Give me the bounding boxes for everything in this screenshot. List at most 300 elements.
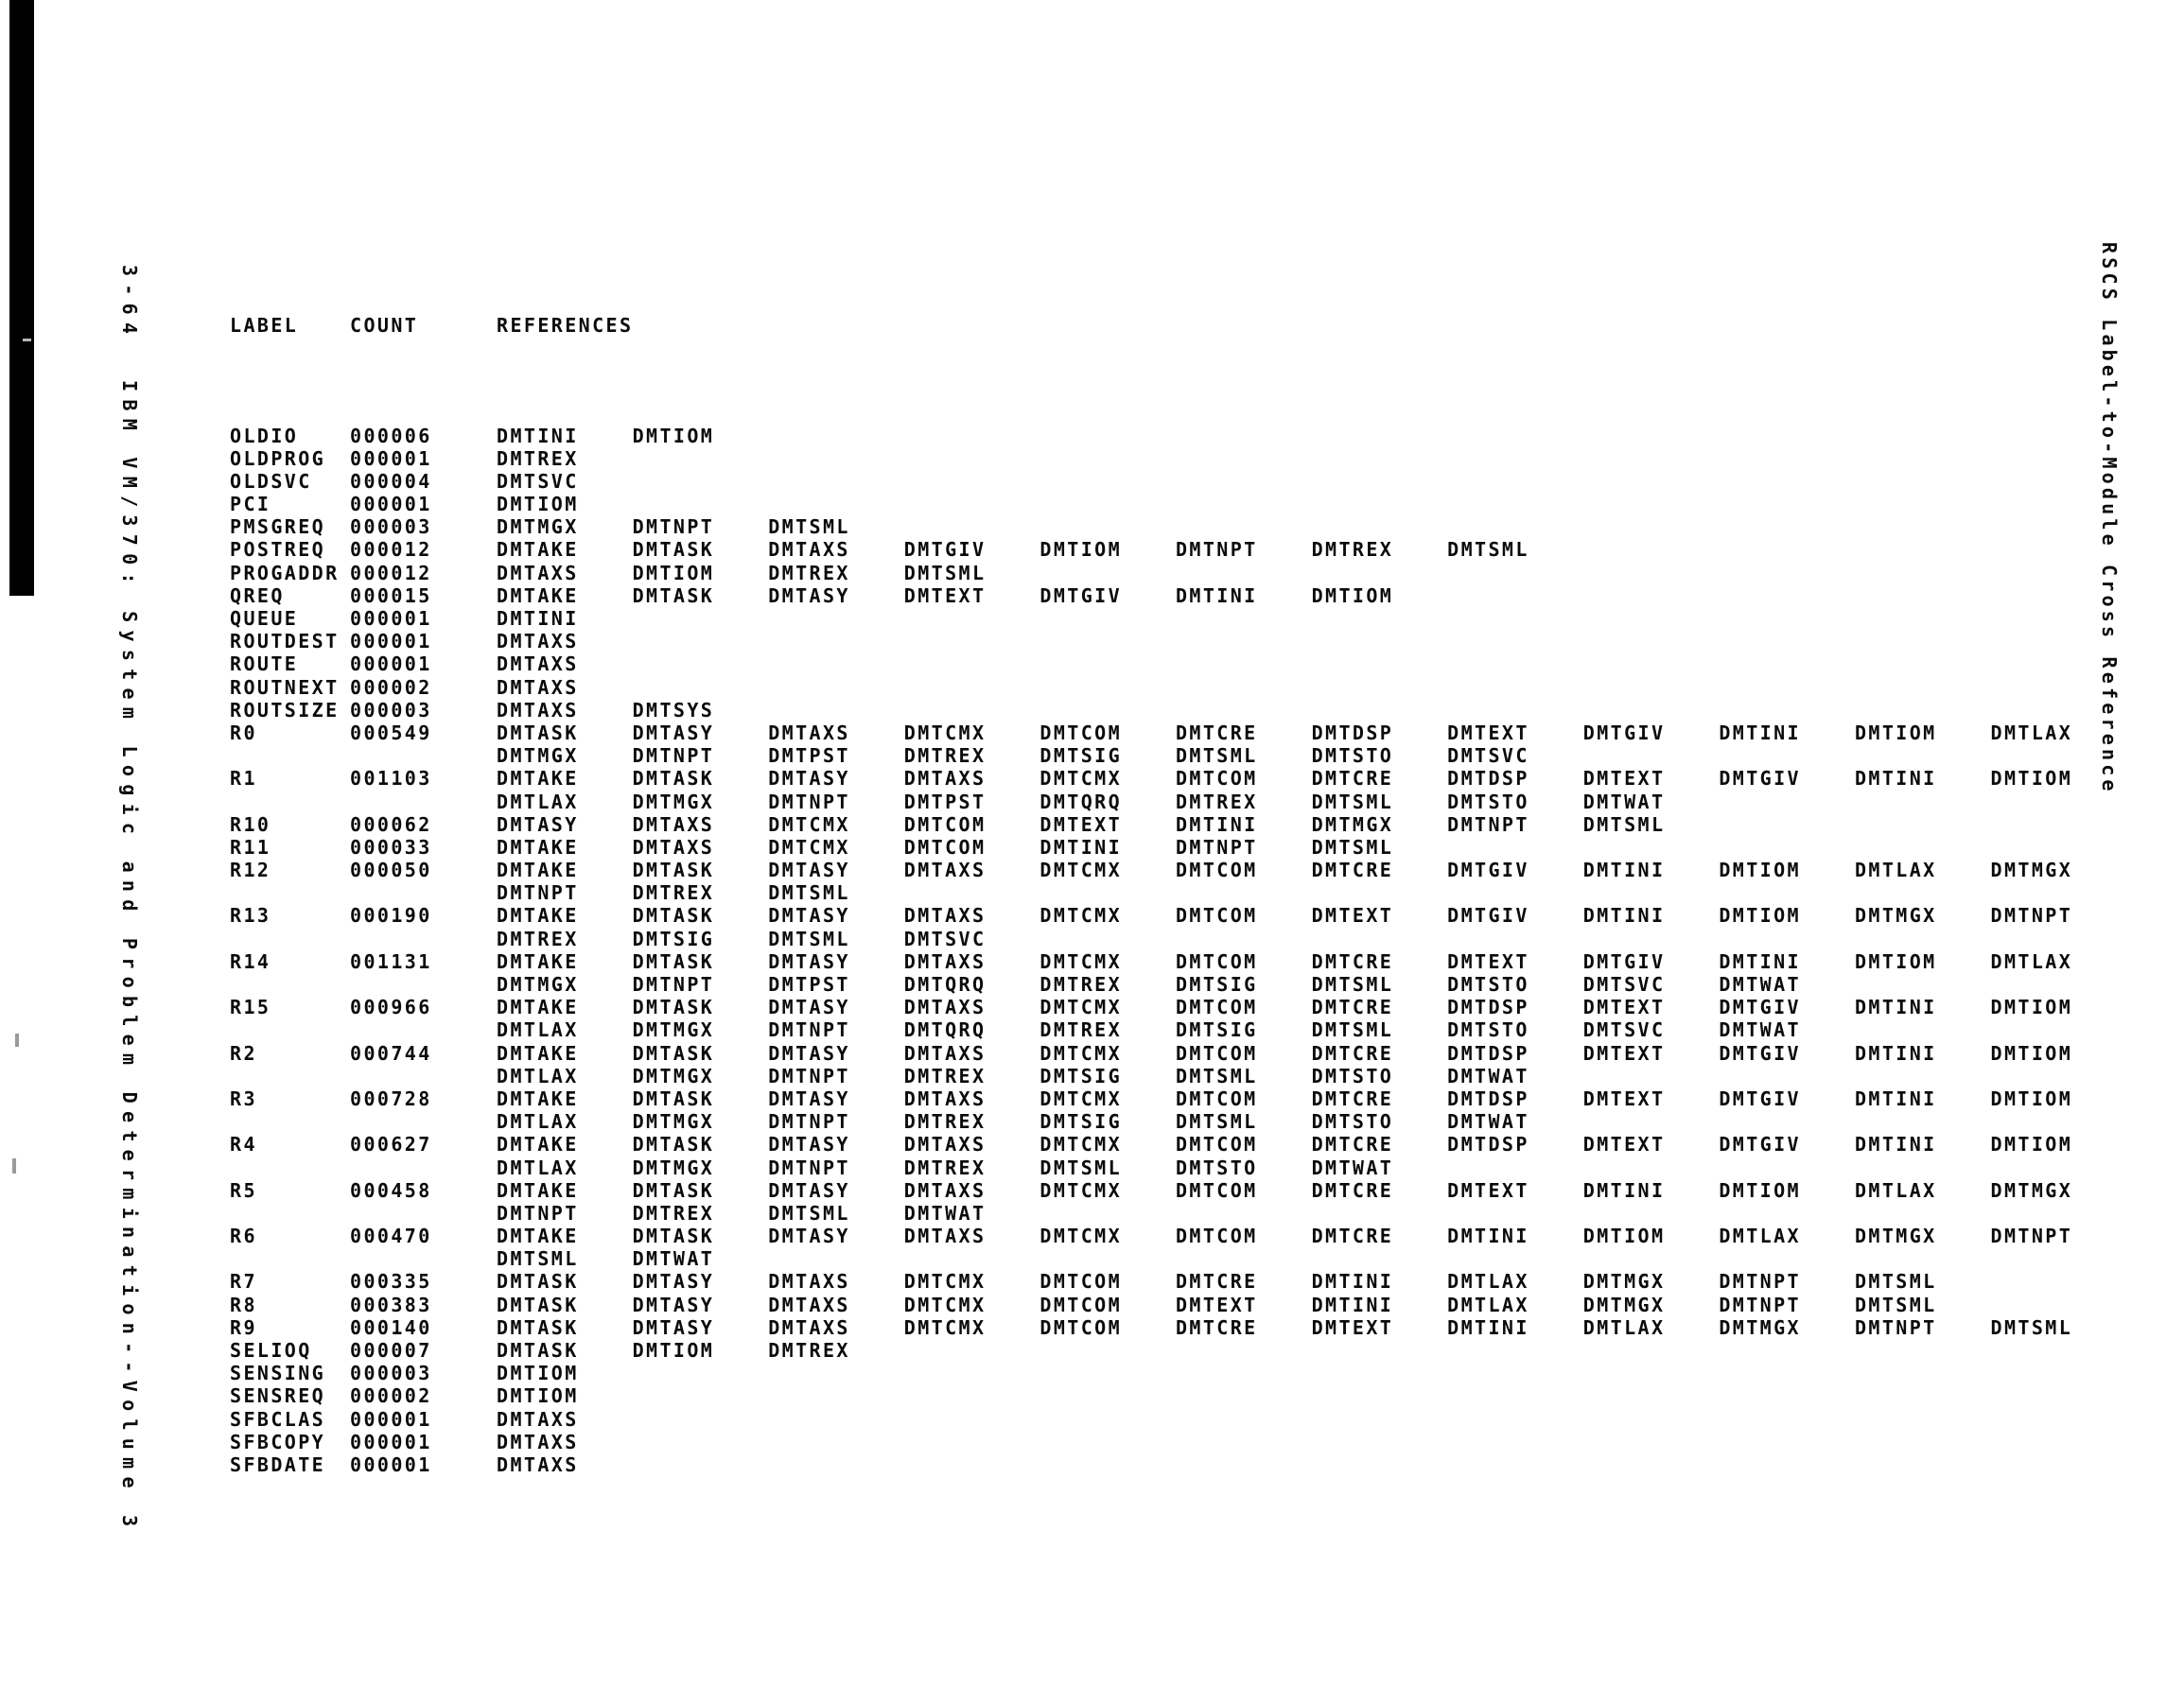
label-cell: R12 [230,859,271,882]
table-row [230,859,2126,881]
reference-item: DMTCMX [1040,1178,1123,1202]
reference-item: DMTWAT [1447,1064,1529,1087]
reference-item: DMTMGX [632,1018,715,1042]
reference-item: DMTINI [1582,1178,1666,1202]
reference-item: DMTMGX [632,1156,715,1179]
reference-item: DMTAKE [497,904,579,928]
reference-item: DMTSML [1311,835,1394,859]
count-cell: 000001 [350,1452,432,1476]
reference-item: DMTCOM [1175,1041,1258,1065]
reference-item: DMTSTO [1447,973,1529,996]
table-row [230,996,2126,1018]
count-cell: 000335 [350,1270,432,1294]
count-cell: 000728 [350,1087,432,1110]
count-cell: 000001 [350,652,432,676]
reference-item: DMTSML [1854,1293,1937,1316]
reference-item: DMTAKE [497,767,579,791]
label-cell: PCI [230,493,271,516]
page-title-rotated: RSCS Label-to-Module Cross Reference [2098,242,2121,795]
table-row-continuation [230,1247,2126,1270]
reference-item: DMTREX [497,446,579,470]
reference-item: DMTIOM [497,1362,579,1385]
reference-item: DMTSML [1040,1156,1123,1179]
reference-item: DMTIOM [497,493,579,516]
reference-item: DMTGIV [1040,583,1123,607]
reference-item: DMTQRQ [903,1018,987,1042]
label-cell [230,973,350,996]
reference-item: DMTGIV [1719,1041,1801,1065]
reference-item: DMTAXS [497,561,579,584]
count-cell: 000001 [350,1407,432,1431]
reference-item: DMTIOM [1719,859,1801,882]
label-cell: SENSING [230,1362,326,1385]
count-cell: 000002 [350,1384,432,1408]
count-cell: 000006 [350,424,432,447]
label-cell: R3 [230,1087,257,1110]
reference-item: DMTMGX [497,515,579,539]
label-cell: SFBCLAS [230,1407,326,1431]
count-cell: 000190 [350,904,432,928]
label-cell: QREQ [230,583,285,607]
reference-item: DMTAXS [497,1452,579,1476]
reference-item: DMTCMX [1040,996,1123,1019]
count-cell: 001131 [350,949,432,973]
reference-item: DMTASY [768,1041,850,1065]
reference-item: DMTASY [632,721,715,744]
reference-item: DMTAXS [903,1133,987,1157]
reference-item: DMTMGX [1311,812,1394,836]
label-cell [230,1018,350,1041]
reference-item: DMTSIG [632,927,715,950]
reference-item: DMTASY [632,1315,715,1339]
scan-speck [15,1034,19,1047]
reference-item: DMTSIG [1175,1018,1258,1042]
reference-item: DMTAXS [497,630,579,653]
reference-item: DMTINI [1175,812,1258,836]
table-row [230,1408,2126,1431]
reference-item: DMTMGX [632,1110,715,1134]
reference-item: DMTAXS [497,675,579,699]
reference-item: DMTEXT [1311,904,1394,928]
count-cell [350,1157,497,1179]
reference-item: DMTGIV [1719,996,1801,1019]
reference-item: DMTMGX [1990,1178,2073,1202]
count-cell: 000015 [350,583,432,607]
reference-item: DMTAKE [497,835,579,859]
count-cell: 000966 [350,996,432,1019]
reference-item: DMTCRE [1311,1178,1394,1202]
label-cell: R8 [230,1293,257,1316]
table-row [230,836,2126,859]
label-cell [230,744,350,767]
reference-item: DMTWAT [1311,1156,1394,1179]
reference-item: DMTINI [1447,1225,1529,1248]
reference-item: DMTMGX [497,973,579,996]
reference-item: DMTAXS [768,1293,850,1316]
reference-item: DMTNPT [1854,1315,1937,1339]
reference-item: DMTASY [768,1087,850,1110]
reference-item: DMTNPT [1447,812,1529,836]
reference-item: DMTCOM [1175,1133,1258,1157]
reference-item: DMTAXS [903,1041,987,1065]
reference-item: DMTSIG [1040,744,1123,768]
reference-item: DMTCMX [903,1270,987,1294]
count-cell: 000002 [350,675,432,699]
table-rows [230,425,2126,1477]
reference-item: DMTCMX [903,1293,987,1316]
reference-item: DMTLAX [1719,1225,1801,1248]
table-row [230,493,2126,515]
count-cell: 000012 [350,538,432,562]
reference-item: DMTCOM [1175,996,1258,1019]
reference-item: DMTLAX [497,1018,579,1042]
count-cell [350,928,497,950]
table-row [230,676,2126,699]
label-cell: QUEUE [230,607,299,630]
reference-item: DMTINI [1311,1270,1394,1294]
count-cell [350,1110,497,1133]
reference-item: DMTAKE [497,1087,579,1110]
reference-item: DMTWAT [903,1201,987,1225]
reference-item: DMTSML [1990,1315,2073,1339]
count-cell [350,1018,497,1041]
reference-item: DMTAKE [497,1178,579,1202]
reference-item: DMTCMX [1040,1087,1123,1110]
reference-item: DMTWAT [1447,1110,1529,1134]
reference-item: DMTDSP [1447,1041,1529,1065]
count-cell [350,791,497,813]
reference-item: DMTASK [497,1339,579,1362]
label-cell: PMSGREQ [230,515,326,539]
table-row [230,813,2126,836]
reference-item: DMTSML [1311,790,1394,813]
reference-item: DMTASY [768,767,850,791]
reference-item: DMTCRE [1175,721,1258,744]
label-cell: R10 [230,812,271,836]
reference-item: DMTCRE [1311,1087,1394,1110]
reference-item: DMTASY [768,859,850,882]
reference-item: DMTASY [768,1178,850,1202]
reference-item: DMTSML [1175,1064,1258,1087]
count-cell: 000001 [350,607,432,630]
table-row [230,1270,2126,1293]
reference-item: DMTINI [1311,1293,1394,1316]
reference-item: DMTCMX [903,721,987,744]
table-row [230,447,2126,470]
table-row [230,584,2126,607]
reference-item: DMTNPT [1175,835,1258,859]
reference-item: DMTCMX [1040,1041,1123,1065]
reference-item: DMTCMX [1040,904,1123,928]
scan-speck [23,339,31,341]
reference-item: DMTASK [632,859,715,882]
table-row [230,1087,2126,1110]
reference-item: DMTASY [632,1270,715,1294]
reference-item: DMTSVC [903,927,987,950]
reference-item: DMTAXS [632,812,715,836]
label-cell: R13 [230,904,271,928]
reference-item: DMTIOM [632,424,715,447]
table-row-continuation [230,881,2126,904]
reference-item: DMTAXS [497,652,579,676]
table-row [230,538,2126,561]
reference-item: DMTASY [632,1293,715,1316]
reference-item: DMTEXT [1040,812,1123,836]
label-cell: R1 [230,767,257,791]
reference-item: DMTSIG [1040,1110,1123,1134]
reference-item: DMTAXS [903,904,987,928]
reference-item: DMTASY [768,583,850,607]
reference-item: DMTIOM [1990,996,2073,1019]
reference-item: DMTINI [1447,1315,1529,1339]
table-row-continuation [230,928,2126,950]
reference-item: DMTQRQ [1040,790,1123,813]
reference-item: DMTNPT [1990,904,2073,928]
reference-item: DMTSML [1311,973,1394,996]
table-row [230,652,2126,675]
table-row [230,1316,2126,1339]
reference-item: DMTIOM [632,561,715,584]
reference-item: DMTSML [1175,744,1258,768]
reference-item: DMTLAX [497,1156,579,1179]
reference-item: DMTINI [1854,767,1937,791]
reference-item: DMTASY [768,996,850,1019]
reference-item: DMTLAX [1854,859,1937,882]
reference-item: DMTSML [903,561,987,584]
reference-item: DMTSTO [1447,790,1529,813]
table-row [230,1362,2126,1384]
reference-item: DMTIOM [1719,1178,1801,1202]
reference-item: DMTMGX [1582,1270,1666,1294]
reference-item: DMTINI [497,607,579,630]
reference-item: DMTASY [768,949,850,973]
reference-item: DMTASK [632,1087,715,1110]
reference-item: DMTCMX [768,812,850,836]
reference-item: DMTAKE [497,1225,579,1248]
label-cell: POSTREQ [230,538,326,562]
reference-item: DMTIOM [1990,1133,2073,1157]
reference-item: DMTCRE [1311,767,1394,791]
reference-item: DMTINI [497,424,579,447]
reference-item: DMTREX [632,1201,715,1225]
reference-item: DMTGIV [1447,904,1529,928]
count-cell: 000004 [350,469,432,493]
reference-item: DMTINI [1582,859,1666,882]
table-row [230,1384,2126,1407]
reference-item: DMTINI [1040,835,1123,859]
table-row [230,904,2126,927]
count-cell: 000007 [350,1339,432,1362]
count-cell: 000549 [350,721,432,744]
reference-item: DMTINI [1582,904,1666,928]
label-cell: R6 [230,1225,257,1248]
reference-item: DMTNPT [632,973,715,996]
reference-item: DMTCMX [1040,859,1123,882]
label-cell: SFBCOPY [230,1430,326,1453]
reference-item: DMTAXS [903,1178,987,1202]
count-cell: 000001 [350,1430,432,1453]
reference-item: DMTPST [768,973,850,996]
reference-item: DMTCRE [1175,1270,1258,1294]
reference-item: DMTASK [632,538,715,562]
header-references: REFERENCES [497,314,634,338]
reference-item: DMTAXS [768,1315,850,1339]
reference-item: DMTDSP [1447,1087,1529,1110]
count-cell: 000001 [350,493,432,516]
reference-item: DMTNPT [1990,1225,2073,1248]
reference-item: DMTAXS [903,996,987,1019]
reference-item: DMTASK [497,721,579,744]
reference-item: DMTREX [1040,1018,1123,1042]
reference-item: DMTAKE [497,1133,579,1157]
reference-item: DMTNPT [768,1018,850,1042]
reference-item: DMTSTO [1311,744,1394,768]
reference-item: DMTCOM [1175,949,1258,973]
table-row-continuation [230,1018,2126,1041]
reference-item: DMTCOM [1175,1087,1258,1110]
reference-item: DMTCOM [1175,904,1258,928]
reference-item: DMTCMX [1040,1133,1123,1157]
count-cell: 000003 [350,1362,432,1385]
reference-item: DMTASY [768,1133,850,1157]
reference-item: DMTCOM [1175,767,1258,791]
reference-item: DMTASY [768,904,850,928]
reference-item: DMTGIV [1719,1087,1801,1110]
reference-item: DMTSVC [497,469,579,493]
reference-item: DMTSML [1175,1110,1258,1134]
reference-item: DMTREX [903,1110,987,1134]
label-cell: R9 [230,1315,257,1339]
reference-item: DMTSTO [1175,1156,1258,1179]
reference-item: DMTEXT [1447,1178,1529,1202]
count-cell: 000012 [350,561,432,584]
reference-item: DMTIOM [1311,583,1394,607]
reference-item: DMTDSP [1447,767,1529,791]
reference-item: DMTSTO [1311,1110,1394,1134]
reference-item: DMTGIV [1582,721,1666,744]
reference-item: DMTCRE [1311,1133,1394,1157]
reference-item: DMTAKE [497,996,579,1019]
reference-item: DMTNPT [768,790,850,813]
reference-item: DMTDSP [1447,996,1529,1019]
table-row-continuation [230,973,2126,996]
reference-item: DMTCOM [1175,1225,1258,1248]
reference-item: DMTLAX [1447,1270,1529,1294]
reference-item: DMTASK [632,904,715,928]
table-row [230,950,2126,973]
count-cell [350,973,497,996]
reference-item: DMTAXS [497,1407,579,1431]
reference-item: DMTCMX [1040,949,1123,973]
reference-item: DMTWAT [1719,973,1801,996]
reference-item: DMTSML [1854,1270,1937,1294]
reference-item: DMTLAX [1990,721,2073,744]
reference-item: DMTEXT [1582,996,1666,1019]
table-row-continuation [230,791,2126,813]
table-row-continuation [230,1065,2126,1087]
reference-item: DMTIOM [1990,1087,2073,1110]
reference-item: DMTSTO [1311,1064,1394,1087]
reference-item: DMTREX [903,1064,987,1087]
reference-item: DMTCRE [1311,1041,1394,1065]
table-row [230,1453,2126,1476]
reference-item: DMTINI [1854,1133,1937,1157]
reference-item: DMTSML [1582,812,1666,836]
count-cell: 000001 [350,630,432,653]
reference-item: DMTGIV [903,538,987,562]
label-cell: OLDPROG [230,446,326,470]
reference-item: DMTSVC [1447,744,1529,768]
reference-item: DMTEXT [903,583,987,607]
reference-item: DMTLAX [1990,949,2073,973]
label-cell: ROUTSIZE [230,698,340,722]
reference-item: DMTREX [632,881,715,905]
header-label: LABEL [230,314,299,338]
label-cell: OLDIO [230,424,299,447]
label-cell: SFBDATE [230,1452,326,1476]
count-cell: 000383 [350,1293,432,1316]
count-cell [350,1202,497,1225]
table-row [230,1042,2126,1065]
reference-item: DMTASK [632,1225,715,1248]
reference-item: DMTMGX [1719,1315,1801,1339]
table-header-row [230,314,2126,337]
page-footer-rotated: 3-64 IBM VM/370: System Logic and Problem Determination--Volume 3 [118,265,141,1535]
label-cell [230,791,350,813]
table-row-continuation [230,744,2126,767]
reference-item: DMTAXS [903,949,987,973]
reference-item: DMTCOM [1040,1293,1123,1316]
reference-item: DMTNPT [497,881,579,905]
reference-item: DMTINI [1719,721,1801,744]
reference-item: DMTEXT [1447,949,1529,973]
reference-item: DMTNPT [1175,538,1258,562]
label-cell: PROGADDR [230,561,340,584]
table-row [230,699,2126,722]
reference-item: DMTWAT [1719,1018,1801,1042]
reference-item: DMTMGX [632,790,715,813]
label-cell: ROUTNEXT [230,675,340,699]
reference-item: DMTMGX [632,1064,715,1087]
reference-item: DMTREX [1175,790,1258,813]
reference-item: DMTCOM [1040,1315,1123,1339]
reference-item: DMTNPT [1719,1270,1801,1294]
reference-item: DMTASK [632,767,715,791]
reference-item: DMTASK [497,1315,579,1339]
table-row [230,722,2126,744]
count-cell [350,881,497,904]
reference-item: DMTIOM [1990,767,2073,791]
table-row [230,1225,2126,1247]
reference-item: DMTPST [768,744,850,768]
reference-item: DMTEXT [1311,1315,1394,1339]
label-cell: R14 [230,949,271,973]
reference-item: DMTASK [632,1178,715,1202]
reference-item: DMTNPT [632,744,715,768]
reference-item: DMTSVC [1582,973,1666,996]
reference-item: DMTGIV [1719,1133,1801,1157]
reference-item: DMTDSP [1447,1133,1529,1157]
label-cell: OLDSVC [230,469,312,493]
table-row [230,562,2126,584]
label-cell: R0 [230,721,257,744]
label-cell: R11 [230,835,271,859]
reference-item: DMTMGX [1854,904,1937,928]
reference-item: DMTCOM [903,812,987,836]
label-cell [230,928,350,950]
label-cell [230,1157,350,1179]
count-cell: 000470 [350,1225,432,1248]
